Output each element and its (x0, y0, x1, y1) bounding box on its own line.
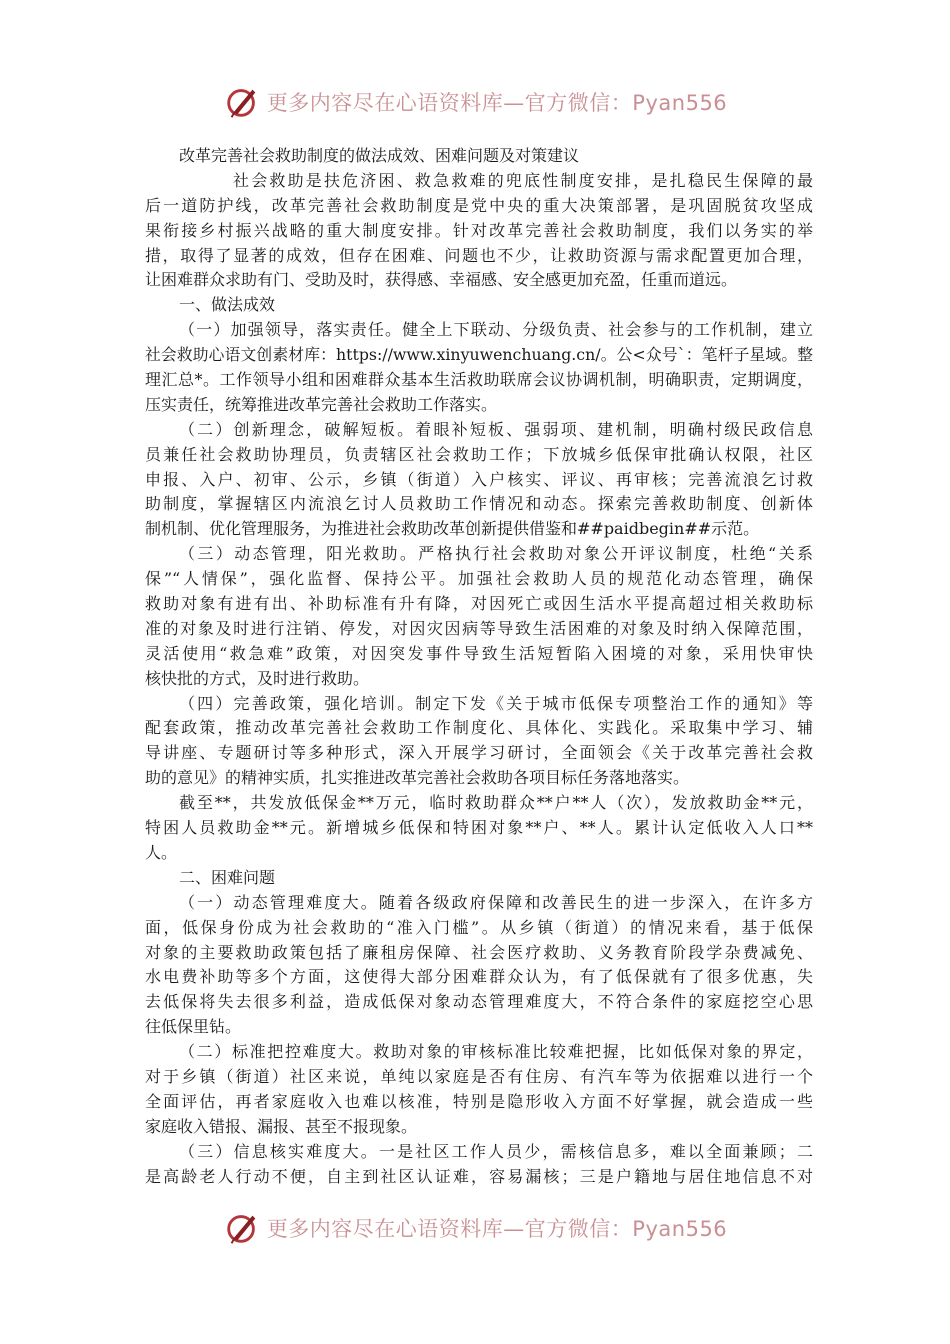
paragraph-line: （一）加强领导，落实责任。健全上下联动、分级负责、社会参与的工作机制，建立 (179, 320, 813, 340)
paragraph-line: 核快批的方式，及时进行救助。 (145, 668, 370, 688)
paragraph-line: 果衔接乡村振兴战略的重大制度安排。针对改革完善社会救助制度，我们以务实的举 (145, 220, 813, 240)
paragraph-line: 准的对象及时进行注销、停发，对因灾因病等导致生活困难的对象及时纳入保障范围， (145, 618, 813, 638)
header-watermark-banner (0, 82, 950, 122)
paragraph-line: 让困难群众求助有门、受助及时，获得感、幸福感、安全感更加充盈，任重而道远。 (145, 270, 738, 290)
paragraph-line: 对象的主要救助政策包括了廉租房保障、社会医疗救助、义务教育阶段学杂费减免、 (145, 942, 813, 962)
paragraph-line: 保”“人情保”，强化监督、保持公平。加强社会救助人员的规范化动态管理，确保 (145, 569, 813, 589)
paragraph-line: 压实责任，统筹推进改革完善社会救助工作落实。 (145, 394, 498, 414)
paragraph-line: （二）创新理念，破解短板。着眼补短板、强弱项、建机制，明确村级民政信息 (179, 419, 813, 439)
paragraph-line: 员兼任社会救助协理员，负责辖区社会救助工作；下放城乡低保审批确认权限，社区 (145, 444, 813, 464)
paragraph-line: 配套政策，推动改革完善社会救助工作制度化、具体化、实践化。采取集中学习、辅 (145, 718, 813, 738)
paragraph-line: 后一道防护线，改革完善社会救助制度是党中央的重大决策部署，是巩固脱贫攻坚成 (145, 195, 813, 215)
header-watermark-text: 更多内容尽在心语资料库—官方微信：Pyan556 (266, 91, 728, 115)
quill-logo-icon (223, 1209, 261, 1247)
paragraph-line: 是高龄老人行动不便，自主到社区认证难，容易漏核；三是户籍地与居住地信息不对 (145, 1166, 813, 1186)
paragraph-line: 特困人员救助金**元。新增城乡低保和特困对象**户、**人。累计认定低收入人口** (145, 818, 813, 838)
section-heading: 一、做法成效 (179, 295, 276, 315)
paragraph-line: 社会救助心语文创素材库：https://www.xinyuwenchuang.cn/。公<众号`：笔杆子星域。整 (145, 345, 813, 365)
document-title: 改革完善社会救助制度的做法成效、困难问题及对策建议 (179, 146, 580, 165)
paragraph-line: 助制度，掌握辖区内流浪乞讨人员救助工作情况和动态。探索完善救助制度、创新体 (145, 494, 813, 514)
paragraph-line: 去低保将失去很多利益，造成低保对象动态管理难度大，不符合条件的家庭挖空心思 (145, 992, 813, 1012)
paragraph-line: 导讲座、专题研讨等多种形式，深入开展学习研讨，全面领会《关于改革完善社会救 (145, 743, 813, 763)
paragraph-line: 申报、入户、初审、公示，乡镇（街道）入户核实、评议、再审核；完善流浪乞讨救 (145, 469, 813, 489)
paragraph-line: 社会救助是扶危济困、救急救难的兜底性制度安排，是扎稳民生保障的最 (233, 170, 813, 190)
paragraph-line: （三）信息核实难度大。一是社区工作人员少，需核信息多，难以全面兼顾；二 (179, 1141, 813, 1161)
paragraph-line: 面，低保身份成为社会救助的“准入门槛”。从乡镇（街道）的情况来看，基于低保 (145, 917, 813, 937)
paragraph-line: 助的意见》的精神实质，扎实推进改革完善社会救助各项目标任务落地落实。 (145, 768, 690, 788)
paragraph-line: 措，取得了显著的成效，但存在困难、问题也不少，让救助资源与需求配置更加合理， (145, 245, 813, 265)
paragraph-line: 家庭收入错报、漏报、甚至不报现象。 (145, 1116, 418, 1136)
quill-logo-icon (223, 83, 261, 121)
paragraph-line: （三）动态管理，阳光救助。严格执行社会救助对象公开评议制度，杜绝“关系 (179, 544, 813, 564)
paragraph-line: 往低保里钻。 (145, 1017, 242, 1037)
paragraph-line: 截至**，共发放低保金**万元，临时救助群众**户**人（次），发放救助金**元， (179, 793, 813, 813)
footer-watermark-banner (0, 1208, 950, 1248)
paragraph-line: 救助对象有进有出、补助标准有升有降，对因死亡或因生活水平提高超过相关救助标 (145, 594, 813, 614)
paragraph-line: 理汇总*。工作领导小组和困难群众基本生活救助联席会议协调机制，明确职责，定期调度， (145, 370, 813, 390)
paragraph-line: 制机制、优化管理服务，为推进社会救助改革创新提供借鉴和##paidbegin##示范。 (145, 519, 760, 539)
paragraph-line: 人。 (145, 842, 178, 862)
paragraph-line: 水电费补助等多个方面，这使得大部分困难群众认为，有了低保就有了很多优惠，失 (145, 967, 813, 987)
footer-watermark-text: 更多内容尽在心语资料库—官方微信：Pyan556 (266, 1217, 728, 1241)
paragraph-line: 全面评估，再者家庭收入也难以核准，特别是隐形收入方面不好掌握，就会造成一些 (145, 1091, 813, 1111)
document-body (145, 144, 813, 1189)
paragraph-line: 灵活使用“救急难”政策，对因突发事件导致生活短暂陷入困境的对象，采用快审快 (145, 643, 813, 663)
paragraph-line: （一）动态管理难度大。随着各级政府保障和改善民生的进一步深入，在许多方 (179, 892, 813, 912)
section-heading: 二、困难问题 (179, 867, 276, 887)
paragraph-line: （二）标准把控难度大。救助对象的审核标准比较难把握，比如低保对象的界定， (179, 1042, 813, 1062)
paragraph-line: 对于乡镇（街道）社区来说，单纯以家庭是否有住房、有汽车等为依据难以进行一个 (145, 1066, 813, 1086)
paragraph-line: （四）完善政策，强化培训。制定下发《关于城市低保专项整治工作的通知》等 (179, 693, 813, 713)
